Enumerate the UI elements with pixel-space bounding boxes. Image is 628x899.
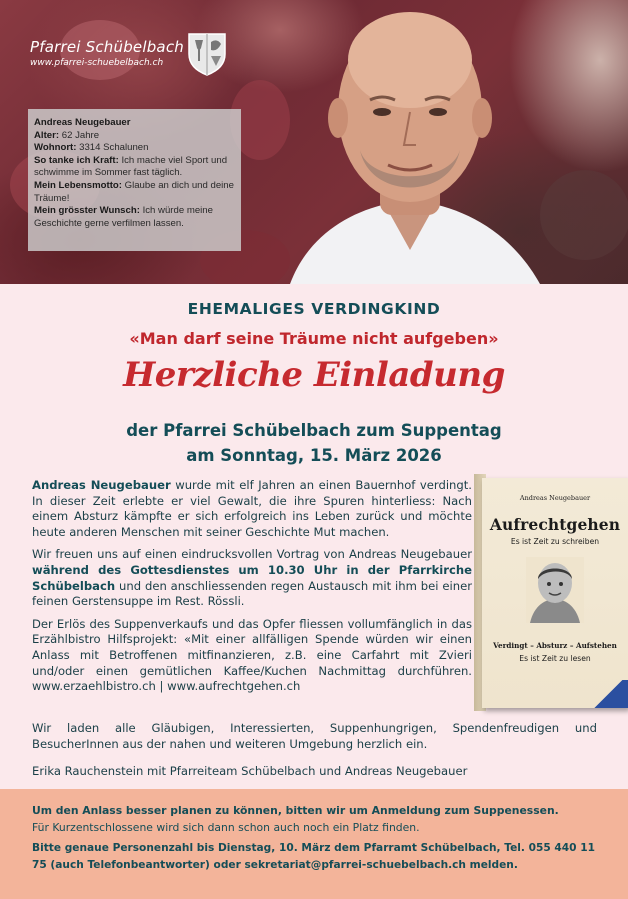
age-value: 62 Jahre xyxy=(61,129,100,141)
child-photo-image xyxy=(526,557,584,623)
hero-photo xyxy=(0,0,628,284)
motto-label: Mein Lebensmotto: xyxy=(34,179,122,191)
intro-name: Andreas Neugebauer xyxy=(32,478,171,492)
book-cover xyxy=(474,474,628,711)
parish-crest-icon xyxy=(187,32,227,76)
paragraph-intro xyxy=(32,478,472,540)
residence-value: 3314 Schalunen xyxy=(79,142,149,154)
book-title: Aufrechtgehen xyxy=(489,515,621,534)
portrait-image xyxy=(250,0,570,284)
paragraph-welcome: Wir laden alle Gläubigen, Interessierten, Suppenhungrigen, Spendenfreudigen und BesucherInnen aus der nahen und weiteren Umgebung herzlich ein. xyxy=(32,721,597,751)
lecture-bold: während des Gottesdienstes um 10.30 Uhr in der Pfarrkirche Schübelbach xyxy=(32,562,472,593)
quote-title: «Man darf seine Träume nicht aufgeben» xyxy=(129,329,499,348)
strength-value: Ich mache viel Sport und schwimme im Sommer fast täglich. xyxy=(34,154,228,179)
age-label: Alter: xyxy=(34,129,60,141)
logo-url: www.pfarrei-schuebelbach.ch xyxy=(30,58,164,68)
profile-info-box xyxy=(28,109,241,251)
profile-name: Andreas Neugebauer xyxy=(34,117,131,128)
logo-title: Pfarrei Schübelbach xyxy=(30,38,184,56)
footer-lead-sub: Für Kurzentschlossene wird sich dann schon auch noch ein Platz finden. xyxy=(32,821,420,834)
lecture-start: Wir freuen uns auf einen eindrucksvollen Vortrag von Andreas Neugebauer xyxy=(32,547,472,562)
wish-label: Mein grösster Wunsch: xyxy=(34,205,140,217)
paragraph-donation: Der Erlös des Suppenverkaufs und das Opfer fliessen vollumfänglich in das Erzählbistro Hilfsprojekt: «Mit einer allfälligen Spende würden wir einen Anlass mit Betroffenen mitfinanzieren, z.B. eine Carfahrt mit Zvieri und/oder einen gemütlichen Kaffee/Kuchen Nachmittag durchführen. www.erzaehlbistro.ch | www.aufrechtgehen.ch xyxy=(32,616,472,694)
subtitle-line-2: am Sonntag, 15. März 2026 xyxy=(186,446,442,465)
paragraph-lecture xyxy=(32,547,472,609)
intro-text: wurde mit elf Jahren an einen Bauernhof verdingt. In dieser Zeit erlebte er viel Gewalt, die ihre Spuren hinterliess: Nach einem Absturz kämpfte er sich erfolgreich ins Leben zurück und möchte heute anderen Menschen mit seiner Geschichte Mut machen. xyxy=(32,478,472,539)
registration-footer xyxy=(0,789,628,899)
residence-label: Wohnort: xyxy=(34,142,77,154)
strength-label: So tanke ich Kraft: xyxy=(34,154,119,166)
motto-value: Glaube an dich und deine Träume! xyxy=(34,179,234,204)
article-body xyxy=(32,478,472,702)
footer-lead xyxy=(32,802,612,836)
footer-contact-note: Bitte genaue Personenzahl bis Dienstag, 10. März dem Pfarramt Schübelbach, Tel. 055 440 11 75 (auch Telefonbeantworter) oder sekretariat@pfarrei-schuebelbach.ch melden. xyxy=(32,842,595,871)
footer-lead-bold: Um den Anlass besser planen zu können, bitten wir um Anmeldung zum Suppenessen. xyxy=(32,804,559,817)
subtitle-line-1: der Pfarrei Schübelbach zum Suppentag xyxy=(126,421,502,440)
book-author: Andreas Neugebauer xyxy=(519,494,591,502)
wish-value: Ich würde meine Geschichte gerne verfilmen lassen. xyxy=(34,205,213,229)
book-tagline-2: Es ist Zeit zu lesen xyxy=(519,654,591,663)
invitation-script: Herzliche Einladung xyxy=(123,355,505,395)
book-subtitle: Es ist Zeit zu schreiben xyxy=(510,537,600,546)
event-subtitle xyxy=(0,418,628,468)
book-front xyxy=(482,478,628,708)
book-tagline: Verdingt – Absturz – Aufstehen xyxy=(493,641,617,650)
headline: EHEMALIGES VERDINGKIND xyxy=(187,300,441,318)
lecture-end: und den anschliessenden regen Austausch mit ihm bei einer feinen Gerstensuppe im Rest. Rössli. xyxy=(32,578,472,609)
paragraph-signature: Erika Rauchenstein mit Pfarreiteam Schübelbach und Andreas Neugebauer xyxy=(32,764,468,778)
book-corner-band xyxy=(588,680,628,708)
parish-logo xyxy=(30,38,184,68)
